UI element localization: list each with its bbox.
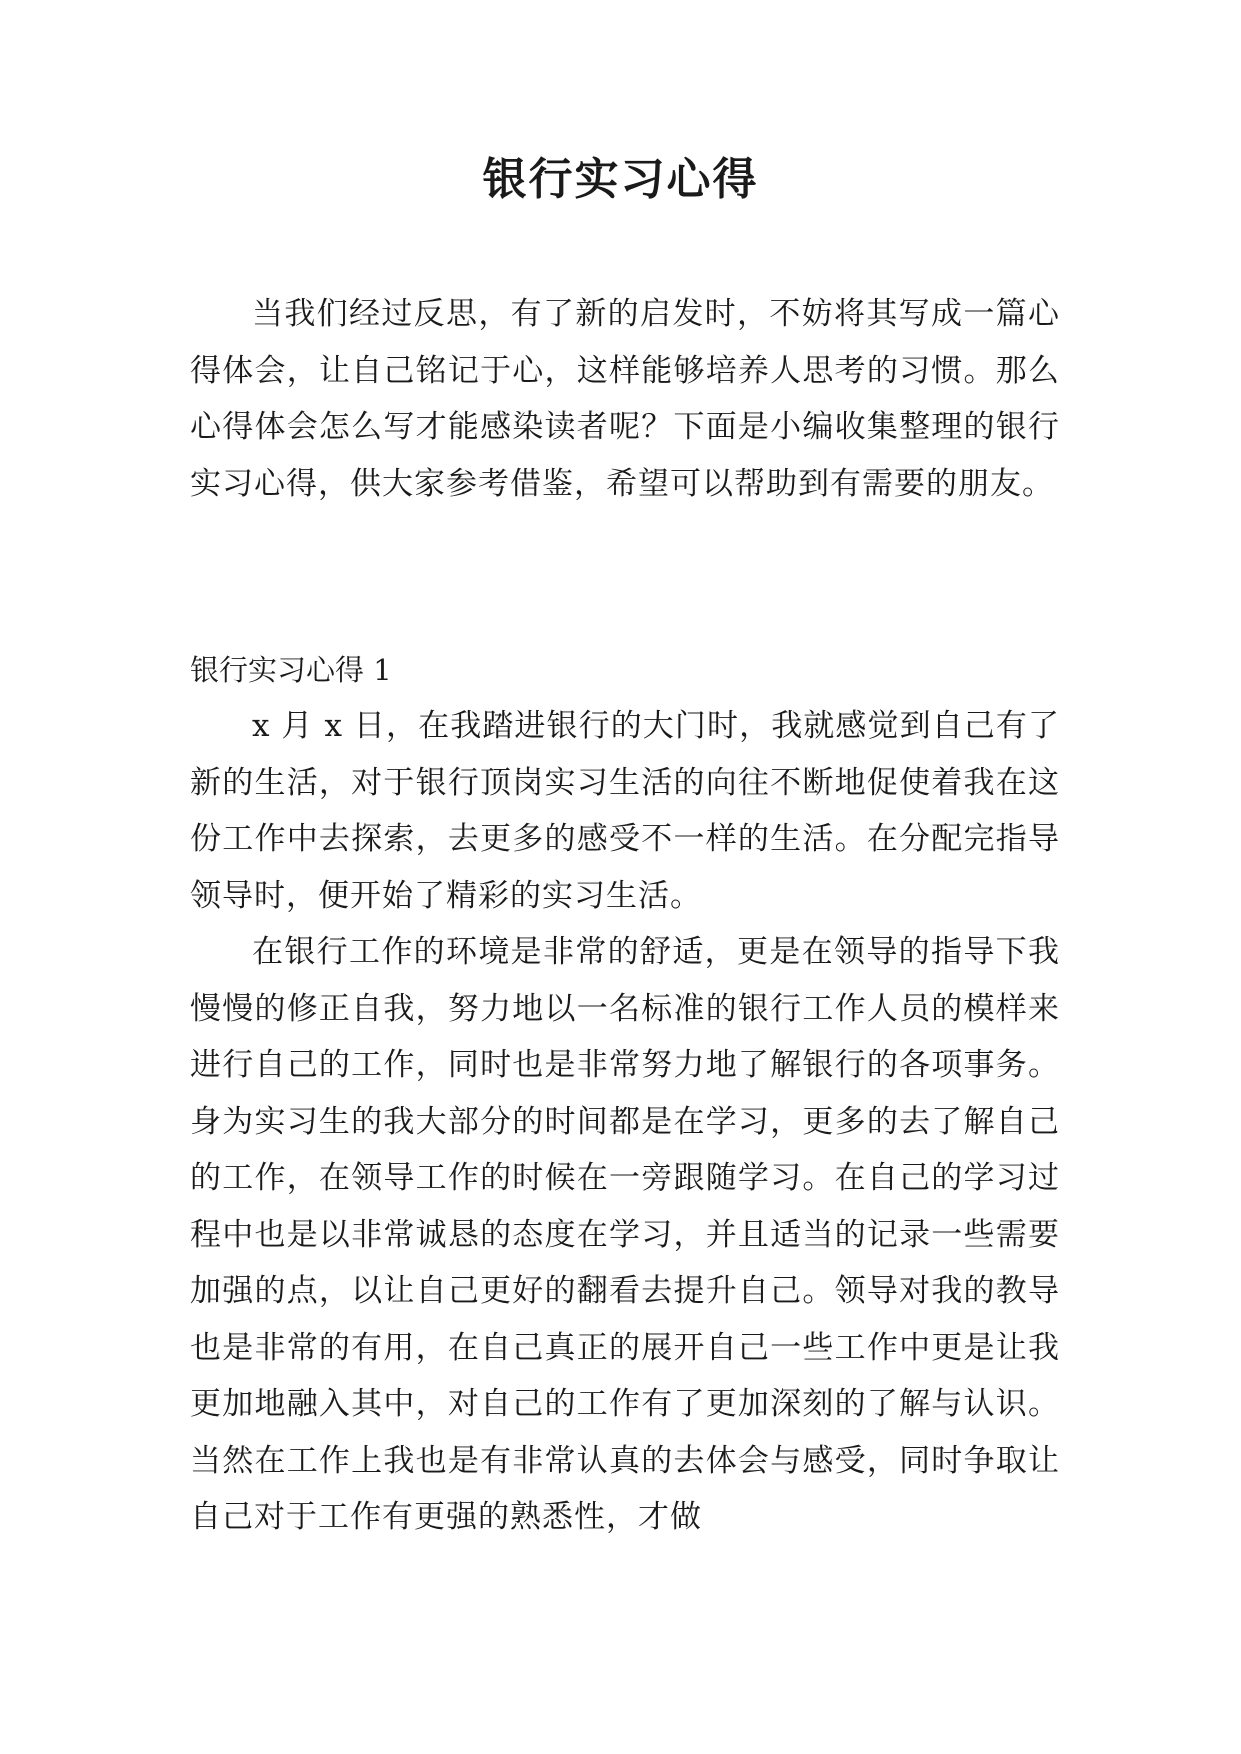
intro-block bbox=[190, 286, 1060, 512]
section-paragraph-2: 在银行工作的环境是非常的舒适，更是在领导的指导下我慢慢的修正自我，努力地以一名标准的银行工作人员的模样来进行自己的工作，同时也是非常努力地了解银行的各项事务。身为实习生的我大部分的时间都是在学习，更多的去了解自己的工作，在领导工作的时候在一旁跟随学习。在自己的学习过程中也是以非常诚恳的态度在学习，并且适当的记录一些需要加强的点，以让自己更好的翻看去提升自己。领导对我的教导也是非常的有用，在自己真正的展开自己一些工作中更是让我更加地融入其中，对自己的工作有了更加深刻的了解与认识。当然在工作上我也是有非常认真的去体会与感受，同时争取让自己对于工作有更强的熟悉性，才做 bbox=[190, 934, 1060, 1535]
intro-paragraph: 当我们经过反思，有了新的启发时，不妨将其写成一篇心得体会，让自己铭记于心，这样能够培养人思考的习惯。那么心得体会怎么写才能感染读者呢？下面是小编收集整理的银行实习心得，供大家参考借鉴，希望可以帮助到有需要的朋友。 bbox=[190, 296, 1060, 502]
document-title: 银行实习心得 bbox=[482, 154, 759, 205]
section-heading: 银行实习心得 1 bbox=[190, 653, 392, 687]
section-body bbox=[190, 698, 1060, 1546]
section-paragraph-1: x 月 x 日，在我踏进银行的大门时，我就感觉到自己有了新的生活，对于银行顶岗实习生活的向往不断地促使着我在这份工作中去探索，去更多的感受不一样的生活。在分配完指导领导时，便开始了精彩的实习生活。 bbox=[190, 708, 1060, 914]
